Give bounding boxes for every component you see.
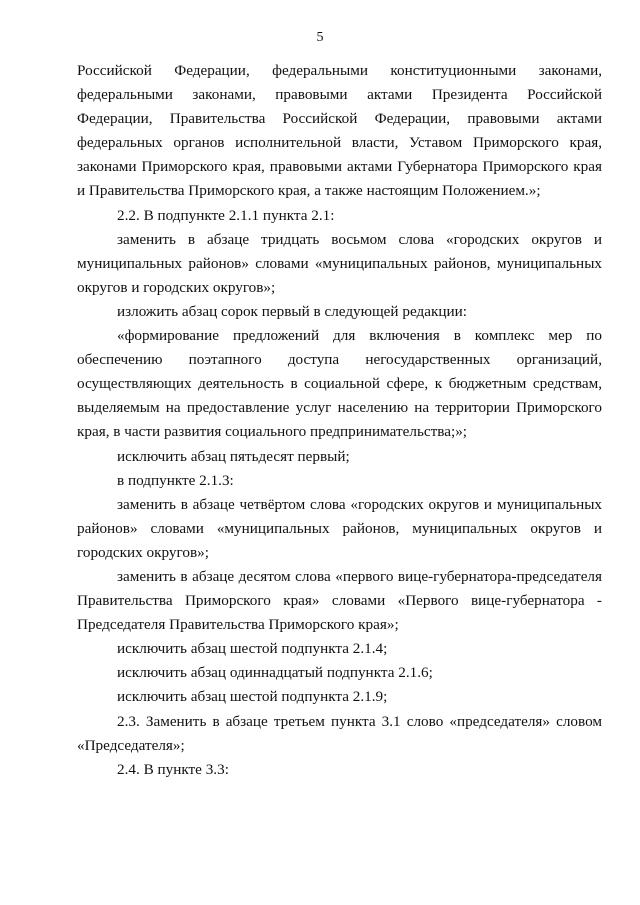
paragraph: 2.4. В пункте 3.3:: [117, 760, 229, 778]
paragraph: заменить в абзаце десятом слова «первого вице-губернатора-председателя Правительства Приморского края» словами «Первого вице-губернатора - Председателя Правительства Приморского края»;: [77, 567, 602, 634]
document-body: [77, 59, 602, 782]
paragraph: 2.2. В подпункте 2.1.1 пункта 2.1:: [117, 206, 335, 224]
paragraph: Российской Федерации, федеральными конституционными законами, федеральными законами, правовыми актами Президента Российской Федерации, Правительства Российской Федерации, правовыми актами федеральных органов исполнительной власти, Уставом Приморского края, законами Приморского края, правовыми актами Губернатора Приморского края и Правительства Приморского края, а также настоящим Положением.»;: [77, 62, 602, 200]
paragraph: изложить абзац сорок первый в следующей редакции:: [117, 302, 467, 320]
page-number: 5: [316, 30, 324, 45]
paragraph: 2.3. Заменить в абзаце третьем пункта 3.1 слово «председателя» словом «Председателя»;: [77, 712, 602, 754]
paragraph: исключить абзац шестой подпункта 2.1.4;: [117, 640, 388, 658]
paragraph: исключить абзац пятьдесят первый;: [117, 447, 350, 465]
paragraph: «формирование предложений для включения в комплекс мер по обеспечению поэтапного доступа негосударственных организаций, осуществляющих деятельность в социальной сфере, к бюджетным средствам, выделяемым на предоставление услуг населению на территории Приморского края, в части развития социального предпринимательства;»;: [77, 327, 602, 441]
paragraph: исключить абзац шестой подпункта 2.1.9;: [117, 688, 388, 706]
paragraph: исключить абзац одиннадцатый подпункта 2.1.6;: [117, 664, 433, 682]
paragraph: в подпункте 2.1.3:: [117, 471, 234, 489]
paragraph: заменить в абзаце тридцать восьмом слова «городских округов и муниципальных районов» словами «муниципальных районов, муниципальных округов и городских округов»;: [77, 230, 602, 296]
paragraph: заменить в абзаце четвёртом слова «городских округов и муниципальных районов» словами «муниципальных районов, муниципальных округов и городских округов»;: [77, 495, 602, 561]
